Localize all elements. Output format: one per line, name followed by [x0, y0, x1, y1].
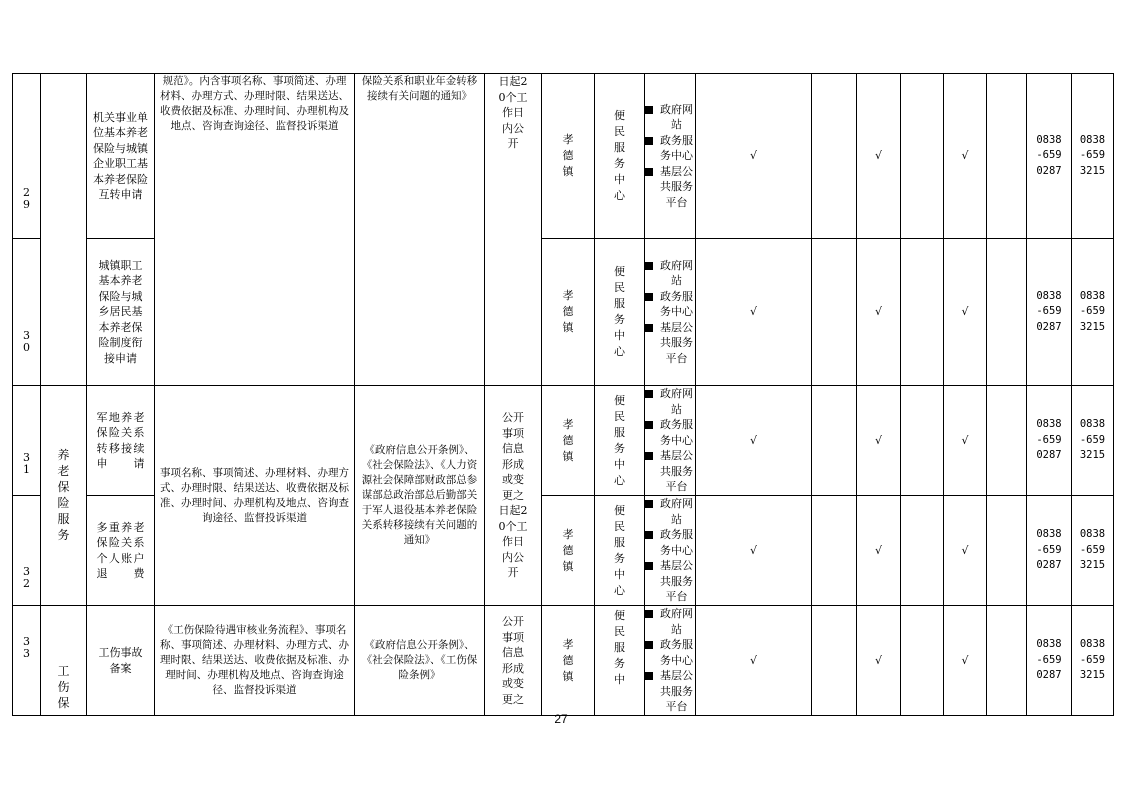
basis-cell — [355, 606, 485, 716]
item-name: 多重养老保险关系个人账户退费 — [96, 520, 145, 580]
table-row — [13, 74, 1114, 239]
channel-item: 政府网站 — [645, 258, 695, 289]
item-name: 机关事业单位基本养老保险与城镇企业职工基本养老保险互转申请 — [93, 110, 148, 201]
org-text: 便民服务中心 — [614, 109, 625, 202]
check-cell: √ — [857, 74, 901, 239]
phone-number: 0838-6593215 — [1079, 133, 1106, 177]
content-cell — [155, 606, 355, 716]
seq-number: 33 — [23, 635, 30, 660]
seq-number: 30 — [23, 328, 30, 354]
content-text: 事项名称、事项简述、办理材料、办理方式、办理时限、结果送达、收费依据及标准、办理时间、办理机构及地点、咨询查询途径、监督投诉渠道 — [160, 466, 349, 524]
empty-cell — [987, 239, 1027, 386]
channel-cell — [645, 74, 696, 239]
basis-text: 保险关系和职业年金转移接续有关问题的通知》 — [361, 75, 478, 102]
seq-number: 31 — [23, 450, 30, 476]
item-cell — [87, 386, 155, 496]
item-name: 工伤事故备案 — [98, 646, 143, 675]
channel-item: 政府网站 — [645, 606, 695, 637]
category-text: 养老保险服务 — [57, 448, 70, 543]
check-cell: √ — [857, 386, 901, 496]
phone-number: 0838-6590287 — [1036, 638, 1062, 682]
disclosure-table — [12, 73, 1114, 716]
phone-cell — [1027, 386, 1072, 496]
item-cell — [87, 239, 155, 386]
phone-number: 0838-6593215 — [1079, 638, 1106, 682]
time-text: 日起20个工作日内公开 — [498, 75, 528, 150]
level-cell — [542, 496, 595, 606]
empty-cell — [901, 74, 944, 239]
channel-cell — [645, 606, 696, 716]
basis-cell — [355, 386, 485, 606]
check-cell: √ — [696, 239, 812, 386]
phone-cell — [1072, 606, 1114, 716]
empty-cell — [812, 496, 857, 606]
check-cell: √ — [857, 496, 901, 606]
time-cell — [485, 606, 542, 716]
time-cell — [485, 386, 542, 606]
channel-item: 政务服务中心 — [645, 637, 695, 668]
page-number: 27 — [554, 712, 568, 726]
level-text: 孝德镇 — [562, 133, 574, 178]
item-cell — [87, 74, 155, 239]
check-cell: √ — [944, 606, 987, 716]
check-cell: √ — [944, 386, 987, 496]
empty-cell — [812, 386, 857, 496]
channel-cell — [645, 239, 696, 386]
phone-number: 0838-6590287 — [1036, 418, 1062, 462]
org-cell — [595, 606, 645, 716]
level-cell — [542, 386, 595, 496]
seq-number: 29 — [23, 185, 30, 211]
org-cell — [595, 496, 645, 606]
basis-cell — [355, 74, 485, 386]
phone-cell — [1027, 239, 1072, 386]
seq-cell — [13, 606, 41, 716]
org-text: 便民服务中心 — [614, 265, 625, 358]
level-text: 孝德镇 — [562, 527, 574, 573]
org-cell — [595, 386, 645, 496]
level-cell — [542, 239, 595, 386]
seq-cell — [13, 74, 41, 239]
channel-cell — [645, 386, 696, 496]
phone-number: 0838-6593215 — [1079, 528, 1106, 572]
channel-item: 政务服务中心 — [645, 289, 695, 320]
phone-number: 0838-6590287 — [1036, 289, 1062, 333]
category-text: 工伤保 — [57, 663, 70, 710]
seq-cell — [13, 386, 41, 496]
empty-cell — [901, 386, 944, 496]
basis-text: 《政府信息公开条例》、《社会保险法》、《工伤保险条例》 — [361, 639, 478, 681]
phone-number: 0838-6590287 — [1036, 133, 1062, 177]
org-text: 便民服务中 — [614, 609, 625, 686]
empty-cell — [812, 74, 857, 239]
item-name: 城镇职工基本养老保险与城乡居民基本养老保险制度衔接申请 — [98, 258, 143, 365]
org-text: 便民服务中心 — [614, 503, 625, 597]
level-cell — [542, 606, 595, 716]
basis-text: 《政府信息公开条例》、《社会保险法》、《人力资源社会保障部财政部总参谋部总政治部总后勤部关于军人退役基本养老保险关系转移接续有关问题的通知》 — [361, 444, 478, 546]
time-cell — [485, 74, 542, 386]
channel-cell — [645, 496, 696, 606]
org-cell — [595, 239, 645, 386]
seq-cell — [13, 239, 41, 386]
phone-cell — [1027, 74, 1072, 239]
time-text: 公开事项信息形成或变更之 — [502, 615, 524, 706]
empty-cell — [987, 496, 1027, 606]
check-cell: √ — [857, 239, 901, 386]
empty-cell — [812, 239, 857, 386]
channel-item: 基层公共服务平台 — [645, 320, 695, 367]
phone-number: 0838-6593215 — [1079, 289, 1106, 333]
empty-cell — [901, 239, 944, 386]
channel-item: 政府网站 — [645, 102, 695, 133]
content-cell — [155, 74, 355, 386]
channel-item: 基层公共服务平台 — [645, 164, 695, 211]
phone-number: 0838-6590287 — [1036, 528, 1062, 572]
category-cell — [41, 74, 87, 386]
phone-cell — [1027, 606, 1072, 716]
level-text: 孝德镇 — [562, 289, 574, 334]
channel-item: 政府网站 — [645, 496, 695, 527]
channel-item: 基层公共服务平台 — [645, 668, 695, 715]
item-cell — [87, 496, 155, 606]
empty-cell — [987, 74, 1027, 239]
item-cell — [87, 606, 155, 716]
channel-item: 政务服务中心 — [645, 527, 695, 558]
content-cell — [155, 386, 355, 606]
check-cell: √ — [944, 496, 987, 606]
level-cell — [542, 74, 595, 239]
category-cell — [41, 606, 87, 716]
empty-cell — [901, 606, 944, 716]
check-cell: √ — [696, 606, 812, 716]
phone-cell — [1072, 386, 1114, 496]
table-row — [13, 606, 1114, 716]
channel-item: 政务服务中心 — [645, 133, 695, 164]
channel-item: 基层公共服务平台 — [645, 448, 695, 495]
time-text: 公开事项信息形成或变更之日起20个工作日内公开 — [498, 411, 528, 580]
empty-cell — [987, 606, 1027, 716]
empty-cell — [987, 386, 1027, 496]
empty-cell — [901, 496, 944, 606]
empty-cell — [812, 606, 857, 716]
check-cell: √ — [696, 74, 812, 239]
content-text: 规范》。内含事项名称、事项简述、办理材料、办理方式、办理时限、结果送达、收费依据及标准、办理时间、办理机构及地点、咨询查询途径、监督投诉渠道 — [160, 75, 349, 132]
phone-cell — [1072, 496, 1114, 606]
channel-item: 政府网站 — [645, 386, 695, 417]
phone-cell — [1072, 74, 1114, 239]
channel-item: 政务服务中心 — [645, 417, 695, 448]
org-cell — [595, 74, 645, 239]
table-row — [13, 386, 1114, 496]
check-cell: √ — [696, 386, 812, 496]
phone-cell — [1027, 496, 1072, 606]
level-text: 孝德镇 — [562, 637, 574, 683]
check-cell: √ — [944, 74, 987, 239]
level-text: 孝德镇 — [562, 417, 574, 463]
item-name: 军地养老保险关系转移接续申请 — [96, 410, 145, 470]
check-cell: √ — [944, 239, 987, 386]
org-text: 便民服务中心 — [614, 393, 625, 487]
content-text: 《工伤保险待遇审核业务流程》、事项名称、事项简述、办理材料、办理方式、办理时限、结果送达、收费依据及标准、办理时间、办理机构及地点、咨询查询途径、监督投诉渠道 — [160, 624, 349, 696]
phone-cell — [1072, 239, 1114, 386]
channel-item: 基层公共服务平台 — [645, 558, 695, 605]
seq-cell — [13, 496, 41, 606]
category-cell — [41, 386, 87, 606]
phone-number: 0838-6593215 — [1079, 418, 1106, 462]
check-cell: √ — [696, 496, 812, 606]
check-cell: √ — [857, 606, 901, 716]
seq-number: 32 — [23, 564, 30, 590]
